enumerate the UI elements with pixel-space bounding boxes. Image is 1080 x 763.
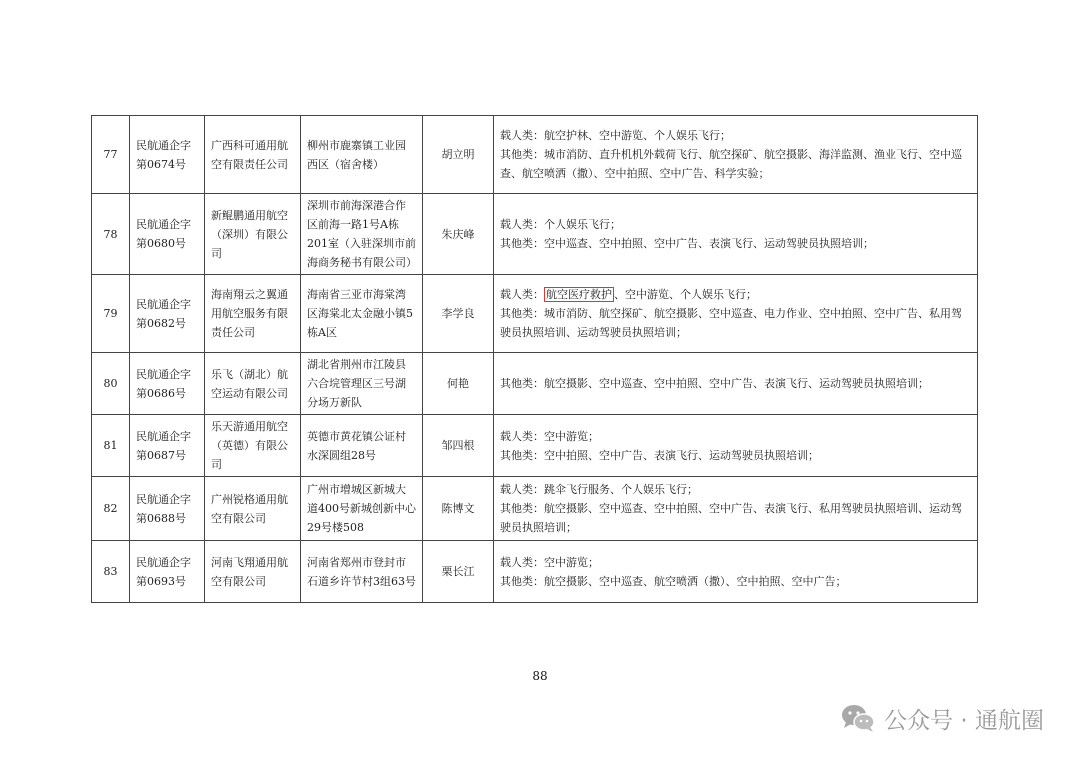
- legal-representative: 朱庆峰: [423, 194, 494, 275]
- scope-passenger: 载人类：空中游览；: [500, 429, 599, 443]
- table-row: [92, 477, 978, 541]
- watermark-text: 公众号 · 通航圈: [884, 707, 1044, 734]
- scope-other: 其他类：空中巡查、空中拍照、空中广告、表演飞行、运动驾驶员执照培训；: [500, 237, 874, 250]
- license-number: 民航通企字第0674号: [130, 116, 205, 194]
- legal-representative: 陈博文: [423, 477, 494, 541]
- company-address: 深圳市前海深港合作区前海一路1号A栋201室（入驻深圳市前海商务秘书有限公司）: [301, 194, 423, 275]
- scope-other: 其他类：航空摄影、空中巡查、空中拍照、空中广告、表演飞行、私用驾驶员执照培训、运动驾驶员执照培训；: [500, 502, 962, 534]
- row-number: 79: [92, 275, 130, 353]
- table-row: [92, 541, 978, 603]
- scope-other: 其他类：航空摄影、空中巡查、航空喷洒（撒）、空中拍照、空中广告；: [500, 574, 847, 588]
- legal-representative: 何艳: [423, 353, 494, 415]
- row-number: 81: [92, 415, 130, 477]
- license-number: 民航通企字第0686号: [130, 353, 205, 415]
- table-row: [92, 353, 978, 415]
- business-scope: [494, 541, 978, 603]
- table-row: [92, 116, 978, 194]
- scope-other: 其他类：城市消防、直升机机外载荷飞行、航空探矿、航空摄影、海洋监测、渔业飞行、空中巡查、航空喷洒（撒）、空中拍照、空中广告、科学实验；: [500, 148, 962, 180]
- license-number: 民航通企字第0688号: [130, 477, 205, 541]
- row-number: 83: [92, 541, 130, 603]
- license-number: 民航通企字第0680号: [130, 194, 205, 275]
- legal-representative: 胡立明: [423, 116, 494, 194]
- watermark: [840, 701, 1044, 735]
- company-address: 广州市增城区新城大道400号新城创新中心29号楼508: [301, 477, 423, 541]
- business-scope: [494, 194, 978, 275]
- scope-passenger: 载人类：跳伞飞行服务、个人娱乐飞行；: [500, 483, 698, 496]
- company-name: 河南飞翔通用航空有限公司: [205, 541, 301, 603]
- company-name: 乐天游通用航空（英德）有限公司: [205, 415, 301, 477]
- table-row: [92, 194, 978, 275]
- row-number: 78: [92, 194, 130, 275]
- row-number: 77: [92, 116, 130, 194]
- license-number: 民航通企字第0682号: [130, 275, 205, 353]
- company-address: 柳州市鹿寨镇工业园西区（宿舍楼）: [301, 116, 423, 194]
- page-number: 88: [532, 669, 548, 683]
- table-row: [92, 275, 978, 353]
- company-address: 河南省郑州市登封市石道乡许节村3组63号: [301, 541, 423, 603]
- legal-representative: 栗长江: [423, 541, 494, 603]
- row-number: 82: [92, 477, 130, 541]
- legal-representative: 李学良: [423, 275, 494, 353]
- company-name: 乐飞（湖北）航空运动有限公司: [205, 353, 301, 415]
- scope-passenger: 载人类：个人娱乐飞行；: [500, 218, 621, 231]
- scope-passenger: 载人类： 航空医疗救护 、空中游览、个人娱乐飞行；: [500, 288, 757, 301]
- business-scope: [494, 353, 978, 415]
- company-address: 海南省三亚市海棠湾区海棠北太金融小镇5栋A区: [301, 275, 423, 353]
- license-number: 民航通企字第0687号: [130, 415, 205, 477]
- license-number: 民航通企字第0693号: [130, 541, 205, 603]
- business-scope: [494, 116, 978, 194]
- scope-passenger: 载人类：航空护林、空中游览、个人娱乐飞行；: [500, 129, 731, 142]
- business-scope: [494, 275, 978, 353]
- business-scope: [494, 415, 978, 477]
- row-number: 80: [92, 353, 130, 415]
- airline-registry-table: [91, 115, 978, 603]
- company-name: 广州锐格通用航空有限公司: [205, 477, 301, 541]
- scope-other: 其他类：航空摄影、空中巡查、空中拍照、空中广告、表演飞行、运动驾驶员执照培训；: [500, 377, 929, 390]
- company-name: 广西科可通用航空有限责任公司: [205, 116, 301, 194]
- business-scope: [494, 477, 978, 541]
- wechat-icon: [840, 703, 876, 733]
- scope-passenger: 载人类：空中游览；: [500, 555, 599, 569]
- scope-other: 其他类：城市消防、航空探矿、航空摄影、空中巡查、电力作业、空中拍照、空中广告、私用驾驶员执照培训、运动驾驶员执照培训；: [500, 307, 962, 339]
- legal-representative: 邹四根: [423, 415, 494, 477]
- company-address: 英德市黄花镇公证村水深圆组28号: [301, 415, 423, 477]
- company-name: 海南翔云之翼通用航空服务有限责任公司: [205, 275, 301, 353]
- company-name: 新鲲鹏通用航空（深圳）有限公司: [205, 194, 301, 275]
- company-address: 湖北省荆州市江陵县六合垸管理区三号湖分场万新队: [301, 353, 423, 415]
- scope-other: 其他类：空中拍照、空中广告、表演飞行、运动驾驶员执照培训；: [500, 448, 819, 462]
- table-row: [92, 415, 978, 477]
- highlighted-scope: 航空医疗救护: [546, 288, 612, 301]
